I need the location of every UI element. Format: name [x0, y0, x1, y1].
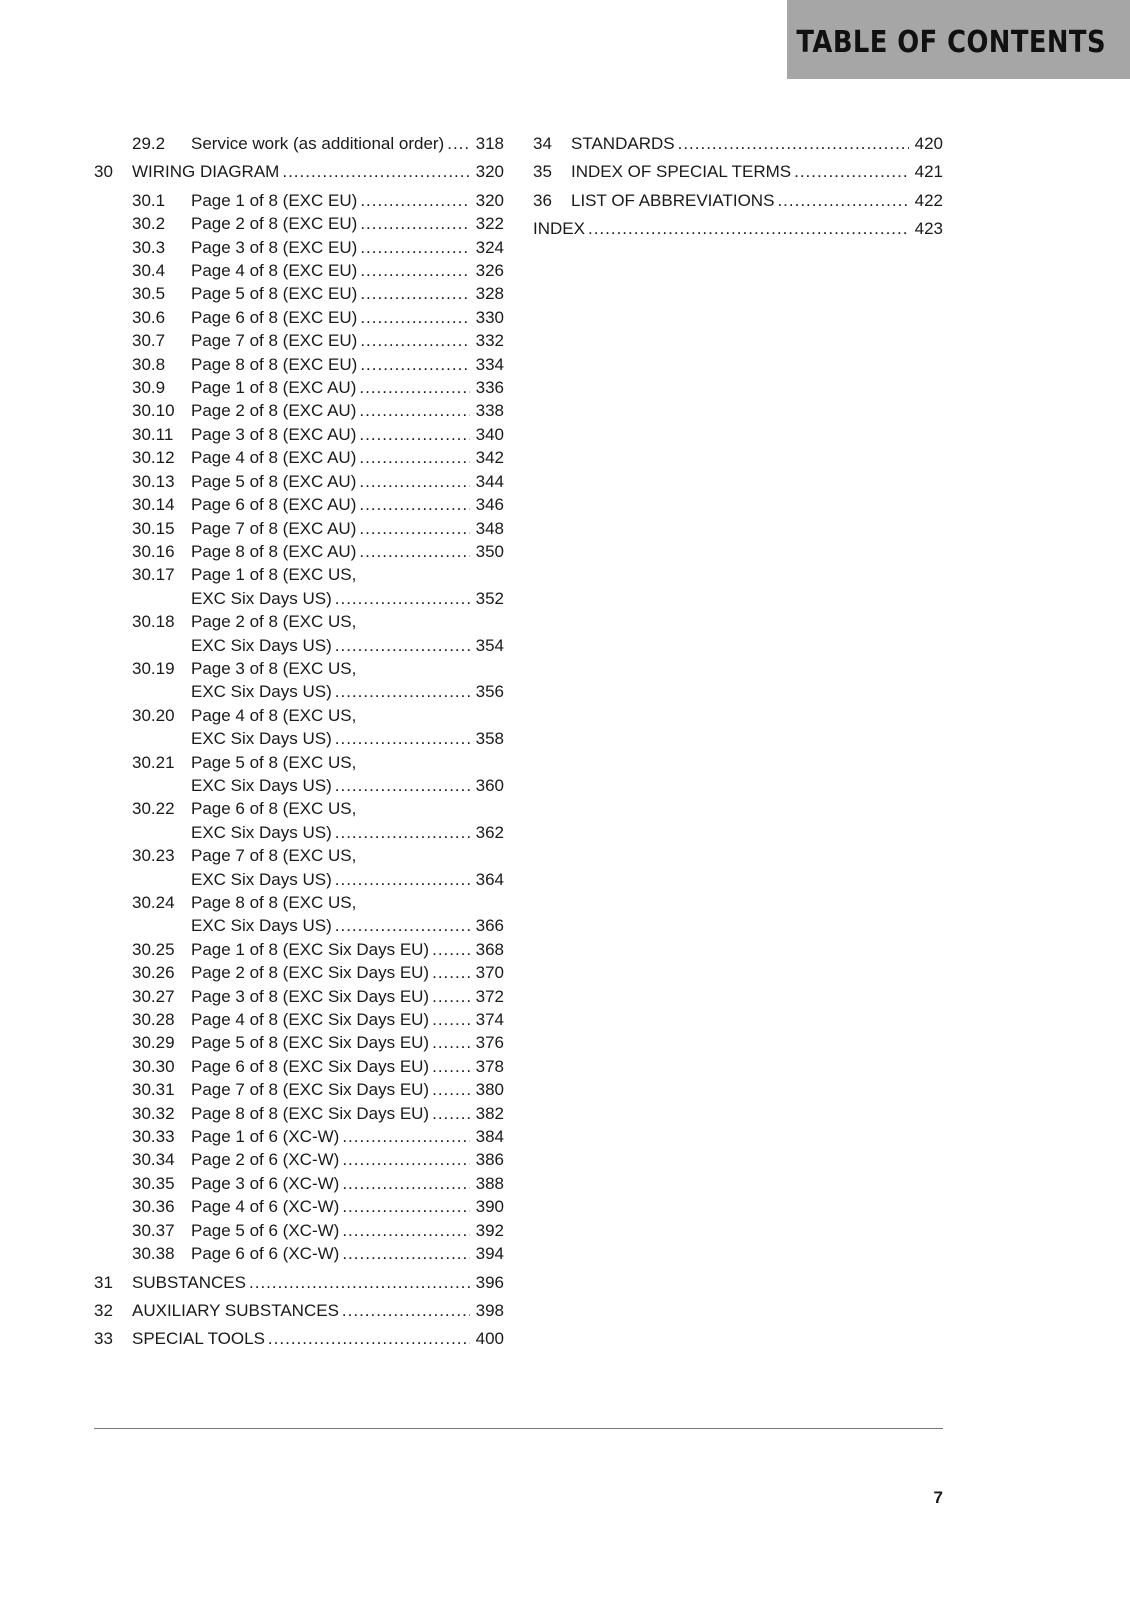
entry-title: Page 1 of 8 (EXC Six Days EU) [191, 939, 430, 959]
entry-page-number: 334 [475, 354, 504, 374]
entry-title-continued: EXC Six Days US) [191, 775, 332, 795]
entry-page-number: 328 [475, 284, 504, 304]
entry-number: 30.4 [132, 261, 166, 281]
entry-number: 30.18 [132, 612, 175, 632]
dot-leader [359, 493, 469, 516]
entry-page-number: 320 [475, 190, 504, 210]
entry-number: 30.36 [132, 1197, 175, 1217]
entry-number: 30.32 [132, 1103, 175, 1123]
entry-number: 30.33 [132, 1127, 175, 1147]
entry-title: Service work (as additional order) [191, 134, 445, 153]
entry-title: Page 7 of 8 (EXC EU) [191, 331, 358, 351]
entry-page-number: 368 [475, 939, 504, 959]
entry-title: INDEX [533, 219, 585, 239]
dot-leader [360, 329, 469, 352]
dot-leader [360, 212, 469, 235]
entry-page-number: 374 [475, 1010, 504, 1030]
toc-subentry[interactable] [94, 751, 504, 798]
entry-page-number: 420 [914, 134, 943, 153]
entry-page-number: 342 [475, 448, 504, 468]
toc-subentry[interactable] [94, 610, 504, 657]
dot-leader [335, 587, 470, 610]
dot-leader [360, 306, 469, 329]
toc-entry[interactable] [533, 189, 943, 212]
entry-page-number: 332 [475, 331, 504, 351]
entry-title: Page 1 of 6 (XC-W) [191, 1127, 340, 1147]
entry-title: Page 5 of 8 (EXC AU) [191, 471, 357, 491]
entry-title: Page 2 of 8 (EXC Six Days EU) [191, 963, 430, 983]
dot-leader [282, 160, 469, 183]
entry-number: 30.10 [132, 401, 175, 421]
entry-title-continued: EXC Six Days US) [191, 916, 332, 936]
entry-title-continued: EXC Six Days US) [191, 869, 332, 889]
entry-page-number: 362 [475, 822, 504, 842]
entry-title: Page 2 of 8 (EXC EU) [191, 214, 358, 234]
entry-page-number: 346 [475, 495, 504, 515]
dot-leader [432, 1031, 470, 1054]
dot-leader [359, 376, 469, 399]
entry-number: 30.26 [132, 963, 175, 983]
toc-subentry[interactable] [94, 189, 504, 212]
entry-title: Page 3 of 6 (XC-W) [191, 1173, 340, 1193]
entry-number: 30.30 [132, 1056, 175, 1076]
entry-title: Page 2 of 6 (XC-W) [191, 1150, 340, 1170]
entry-page-number: 382 [475, 1103, 504, 1123]
dot-leader [359, 470, 469, 493]
toc-entry[interactable] [533, 160, 943, 183]
toc-entry[interactable] [94, 160, 504, 183]
dot-leader [335, 634, 470, 657]
dot-leader [335, 774, 470, 797]
entry-number: 30.9 [132, 378, 166, 398]
entry-title: Page 8 of 8 (EXC US, [191, 893, 357, 912]
dot-leader [360, 189, 469, 212]
dot-leader [335, 680, 470, 703]
entry-page-number: 384 [475, 1127, 504, 1147]
entry-title: Page 2 of 8 (EXC US, [191, 612, 357, 632]
toc-subentry[interactable] [94, 376, 504, 399]
entry-page-number: 330 [475, 307, 504, 327]
entry-number: 30.25 [132, 939, 175, 959]
dot-leader [249, 1271, 470, 1294]
toc-subentry[interactable] [94, 1148, 504, 1171]
entry-page-number: 396 [475, 1272, 504, 1292]
entry-page-number: 390 [475, 1197, 504, 1217]
entry-number: 30.24 [132, 893, 175, 912]
dot-leader [359, 423, 469, 446]
entry-number: 30.21 [132, 752, 175, 772]
entry-number: 30.29 [132, 1033, 175, 1053]
entry-number: 30.28 [132, 1010, 175, 1030]
entry-title-continued: EXC Six Days US) [191, 822, 332, 842]
entry-title: Page 5 of 8 (EXC Six Days EU) [191, 1033, 430, 1053]
entry-page-number: 322 [475, 214, 504, 234]
entry-page-number: 370 [475, 963, 504, 983]
entry-title: Page 7 of 8 (EXC US, [191, 846, 357, 866]
entry-title: Page 6 of 8 (EXC Six Days EU) [191, 1056, 430, 1076]
dot-leader [360, 353, 469, 376]
toc-subentry[interactable] [94, 1172, 504, 1195]
entry-title: STANDARDS [571, 134, 675, 153]
toc-subentry[interactable] [94, 259, 504, 282]
entry-number: 30.15 [132, 518, 175, 538]
dot-leader [359, 517, 469, 540]
entry-number: 30.3 [132, 237, 166, 257]
toc-subentry[interactable] [94, 961, 504, 984]
dot-leader [432, 1078, 470, 1101]
entry-title: LIST OF ABBREVIATIONS [571, 190, 775, 210]
dot-leader [342, 1195, 469, 1218]
dot-leader [359, 399, 469, 422]
entry-title: Page 8 of 8 (EXC Six Days EU) [191, 1103, 430, 1123]
entry-number: 30.5 [132, 284, 166, 304]
entry-page-number: 400 [475, 1329, 504, 1349]
dot-leader [794, 160, 909, 183]
entry-number: 30.17 [132, 565, 175, 585]
dot-leader [335, 727, 470, 750]
entry-page-number: 392 [475, 1220, 504, 1240]
entry-page-number: 350 [475, 541, 504, 561]
entry-title: Page 7 of 8 (EXC Six Days EU) [191, 1080, 430, 1100]
toc-subentry[interactable] [94, 657, 504, 704]
entry-page-number: 421 [914, 162, 943, 182]
dot-leader [342, 1148, 469, 1171]
toc-subentry[interactable] [94, 1078, 504, 1101]
entry-title-continued: EXC Six Days US) [191, 635, 332, 655]
entry-page-number: 376 [475, 1033, 504, 1053]
entry-title: INDEX OF SPECIAL TERMS [571, 162, 792, 182]
entry-title: SUBSTANCES [132, 1272, 246, 1292]
toc-subentry[interactable] [94, 282, 504, 305]
toc-right-column [533, 132, 943, 246]
toc-subentry[interactable] [94, 797, 504, 844]
entry-number: 30.1 [132, 190, 166, 210]
entry-page-number: 388 [475, 1173, 504, 1193]
toc-subentry[interactable] [94, 306, 504, 329]
entry-page-number: 398 [475, 1300, 504, 1320]
dot-leader [360, 236, 469, 259]
entry-number: 30.8 [132, 354, 166, 374]
dot-leader [432, 1008, 470, 1031]
entry-page-number: 378 [475, 1056, 504, 1076]
entry-number: 35 [533, 162, 552, 182]
entry-title: Page 2 of 8 (EXC AU) [191, 401, 357, 421]
dot-leader [342, 1125, 469, 1148]
entry-number: 30.16 [132, 541, 175, 561]
entry-page-number: 364 [475, 869, 504, 889]
entry-title: Page 6 of 6 (XC-W) [191, 1244, 340, 1264]
entry-title: Page 1 of 8 (EXC US, [191, 565, 357, 585]
entry-page-number: 338 [475, 401, 504, 421]
entry-title: Page 4 of 8 (EXC AU) [191, 448, 357, 468]
entry-number: 30.11 [132, 424, 174, 444]
dot-leader [432, 1055, 470, 1078]
entry-number: 36 [533, 190, 552, 210]
toc-subentry[interactable] [94, 1031, 504, 1054]
toc-entry[interactable] [533, 217, 943, 240]
entry-page-number: 326 [475, 261, 504, 281]
entry-number: 30.22 [132, 799, 175, 819]
entry-number: 30.37 [132, 1220, 175, 1240]
entry-title: Page 6 of 8 (EXC AU) [191, 495, 357, 515]
dot-leader [335, 914, 470, 937]
entry-number: 30.38 [132, 1244, 175, 1264]
entry-title: SPECIAL TOOLS [132, 1329, 265, 1349]
entry-title: Page 7 of 8 (EXC AU) [191, 518, 357, 538]
toc-subentry[interactable] [94, 1219, 504, 1242]
dot-leader [359, 446, 469, 469]
dot-leader [268, 1327, 470, 1350]
entry-number: 30.23 [132, 846, 175, 866]
dot-leader [342, 1299, 470, 1322]
entry-page-number: 358 [475, 729, 504, 749]
entry-number: 30.7 [132, 331, 166, 351]
toc-subentry[interactable] [94, 132, 504, 155]
entry-title: Page 1 of 8 (EXC EU) [191, 190, 358, 210]
entry-title: Page 3 of 8 (EXC AU) [191, 424, 357, 444]
dot-leader [588, 217, 909, 240]
entry-title-continued: EXC Six Days US) [191, 682, 332, 702]
entry-page-number: 386 [475, 1150, 504, 1170]
toc-subentry[interactable] [94, 423, 504, 446]
dot-leader [678, 132, 909, 155]
toc-subentry[interactable] [94, 540, 504, 563]
toc-subentry[interactable] [94, 1125, 504, 1148]
entry-title-continued: EXC Six Days US) [191, 588, 332, 608]
entry-title: Page 6 of 8 (EXC EU) [191, 307, 358, 327]
toc-subentry[interactable] [94, 470, 504, 493]
dot-leader [335, 821, 470, 844]
entry-title: Page 6 of 8 (EXC US, [191, 799, 357, 819]
toc-left-column [94, 132, 504, 1356]
entry-title: Page 3 of 8 (EXC US, [191, 658, 357, 678]
entry-page-number: 356 [475, 682, 504, 702]
toc-subentry[interactable] [94, 1102, 504, 1125]
dot-leader [432, 961, 470, 984]
toc-subentry[interactable] [94, 1055, 504, 1078]
entry-title: Page 4 of 6 (XC-W) [191, 1197, 340, 1217]
toc-subentry[interactable] [94, 399, 504, 422]
toc-subentry[interactable] [94, 446, 504, 469]
toc-subentry[interactable] [94, 563, 504, 610]
toc-subentry[interactable] [94, 844, 504, 891]
entry-page-number: 394 [475, 1244, 504, 1264]
entry-number: 30.27 [132, 986, 175, 1006]
toc-subentry[interactable] [94, 985, 504, 1008]
entry-title: WIRING DIAGRAM [132, 162, 280, 182]
toc-entry[interactable] [533, 132, 943, 155]
entry-page-number: 354 [475, 635, 504, 655]
entry-number: 31 [94, 1272, 113, 1292]
entry-number: 30.2 [132, 214, 166, 234]
toc-subentry[interactable] [94, 329, 504, 352]
entry-number: 30.6 [132, 307, 166, 327]
dot-leader [777, 189, 908, 212]
entry-title: Page 4 of 8 (EXC Six Days EU) [191, 1010, 430, 1030]
entry-title: Page 8 of 8 (EXC EU) [191, 354, 358, 374]
entry-page-number: 324 [475, 237, 504, 257]
entry-number: 30.31 [132, 1080, 175, 1100]
entry-page-number: 348 [475, 518, 504, 538]
entry-page-number: 422 [914, 190, 943, 210]
entry-number: 30.12 [132, 448, 175, 468]
toc-subentry[interactable] [94, 891, 504, 938]
toc-subentry[interactable] [94, 1195, 504, 1218]
footer-rule [94, 1428, 943, 1429]
dot-leader [342, 1172, 469, 1195]
dot-leader [432, 985, 470, 1008]
page-title: TABLE OF CONTENTS [796, 25, 1106, 60]
entry-number: 30.35 [132, 1173, 175, 1193]
entry-page-number: 360 [475, 775, 504, 795]
entry-title: Page 5 of 8 (EXC EU) [191, 284, 358, 304]
entry-number: 30.14 [132, 495, 175, 515]
entry-number: 30.13 [132, 471, 175, 491]
entry-number: 30 [94, 162, 113, 182]
toc-entry[interactable] [94, 1299, 504, 1322]
dot-leader [360, 259, 469, 282]
toc-subentry[interactable] [94, 212, 504, 235]
entry-title: Page 5 of 6 (XC-W) [191, 1220, 340, 1240]
entry-number: 30.19 [132, 658, 175, 678]
header-banner [787, 0, 1130, 79]
entry-page-number: 352 [475, 588, 504, 608]
entry-number: 30.20 [132, 705, 175, 725]
entry-number: 34 [533, 134, 552, 153]
toc-entry[interactable] [94, 1271, 504, 1294]
entry-title: Page 8 of 8 (EXC AU) [191, 541, 357, 561]
dot-leader [432, 938, 470, 961]
entry-title-continued: EXC Six Days US) [191, 729, 332, 749]
entry-page-number: 380 [475, 1080, 504, 1100]
toc-subentry[interactable] [94, 938, 504, 961]
toc-subentry[interactable] [94, 353, 504, 376]
toc-subentry[interactable] [94, 517, 504, 540]
entry-page-number: 344 [475, 471, 504, 491]
entry-number: 30.34 [132, 1150, 175, 1170]
entry-page-number: 366 [475, 916, 504, 936]
entry-page-number: 423 [914, 219, 943, 239]
entry-title: Page 4 of 8 (EXC EU) [191, 261, 358, 281]
toc-subentry[interactable] [94, 493, 504, 516]
entry-page-number: 340 [475, 424, 504, 444]
page-number: 7 [933, 1488, 943, 1507]
dot-leader [342, 1219, 469, 1242]
entry-number: 33 [94, 1329, 113, 1349]
dot-leader [359, 540, 469, 563]
entry-page-number: 320 [475, 162, 504, 182]
entry-title: AUXILIARY SUBSTANCES [132, 1300, 339, 1320]
entry-title: Page 3 of 8 (EXC EU) [191, 237, 358, 257]
toc-subentry[interactable] [94, 1242, 504, 1265]
entry-title: Page 1 of 8 (EXC AU) [191, 378, 357, 398]
dot-leader [360, 282, 469, 305]
entry-title: Page 4 of 8 (EXC US, [191, 705, 357, 725]
toc-entry[interactable] [94, 1327, 504, 1350]
entry-page-number: 318 [475, 134, 504, 153]
dot-leader [342, 1242, 469, 1265]
dot-leader [447, 132, 469, 155]
entry-page-number: 336 [475, 378, 504, 398]
toc-subentry[interactable] [94, 1008, 504, 1031]
dot-leader [335, 868, 470, 891]
entry-number: 32 [94, 1300, 113, 1320]
entry-number: 29.2 [132, 134, 166, 153]
entry-title: Page 5 of 8 (EXC US, [191, 752, 357, 772]
entry-title: Page 3 of 8 (EXC Six Days EU) [191, 986, 430, 1006]
toc-subentry[interactable] [94, 704, 504, 751]
toc-subentry[interactable] [94, 236, 504, 259]
entry-page-number: 372 [475, 986, 504, 1006]
dot-leader [432, 1102, 470, 1125]
